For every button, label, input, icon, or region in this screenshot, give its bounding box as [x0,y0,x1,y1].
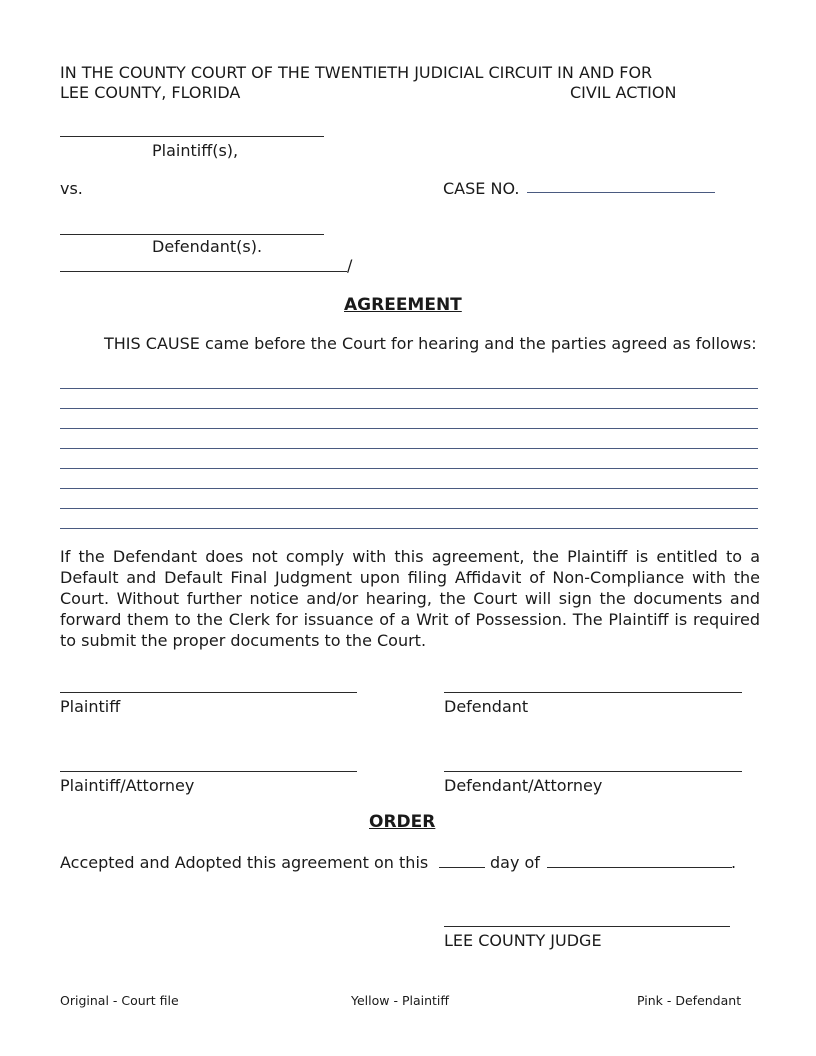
agreement-intro: THIS CAUSE came before the Court for hearing and the parties agreed as follows: [104,334,757,353]
order-title: ORDER [369,812,436,832]
defendant-signature-line[interactable] [444,692,742,693]
accepted-text: Accepted and Adopted this agreement on this [60,853,429,872]
plaintiff-signature-line[interactable] [60,692,357,693]
plaintiff-attorney-signature-line[interactable] [60,771,357,772]
footer-yellow: Yellow - Plaintiff [351,993,449,1008]
agreement-title: AGREEMENT [344,295,462,315]
action-type: CIVIL ACTION [570,83,677,102]
day-field[interactable] [439,867,485,868]
footer-original: Original - Court file [60,993,179,1008]
court-heading: IN THE COUNTY COURT OF THE TWENTIETH JUDICIAL CIRCUIT IN AND FOR [60,63,653,82]
terms-line[interactable] [60,488,758,489]
plaintiff-attorney-label: Plaintiff/Attorney [60,776,195,795]
defendant-signature-label: Defendant [444,697,529,716]
judge-signature-line[interactable] [444,926,730,927]
terms-line[interactable] [60,388,758,389]
month-year-field[interactable] [547,867,732,868]
caption-end-line [60,271,347,272]
case-no-label: CASE NO. [443,179,520,198]
defendant-attorney-signature-line[interactable] [444,771,742,772]
terms-line[interactable] [60,528,758,529]
terms-line[interactable] [60,468,758,469]
order-period: . [731,853,737,872]
terms-line[interactable] [60,448,758,449]
caption-slash: / [347,256,353,275]
footer-pink: Pink - Defendant [637,993,742,1008]
plaintiff-label: Plaintiff(s), [152,141,239,160]
defendant-name-line[interactable] [60,234,324,235]
terms-line[interactable] [60,508,758,509]
compliance-paragraph: If the Defendant does not comply with this agreement, the Plaintiff is entitled to a Default and Default Final Judgment upon filing Affidavit of Non-Compliance with the Court. Without further notice and/or hearing, the Court will sign the documents and forward them to the Clerk for issuance of a Writ of Possession. The Plaintiff is required to submit the proper documents to the Court. [60,547,760,650]
plaintiff-signature-label: Plaintiff [60,697,121,716]
judge-label: LEE COUNTY JUDGE [444,931,602,950]
case-no-field[interactable] [527,192,715,193]
vs-label: vs. [60,179,83,198]
day-of-label: day of [490,853,540,872]
terms-line[interactable] [60,428,758,429]
defendant-label: Defendant(s). [152,237,263,256]
plaintiff-name-line[interactable] [60,136,324,137]
county-heading: LEE COUNTY, FLORIDA [60,83,241,102]
terms-line[interactable] [60,408,758,409]
defendant-attorney-label: Defendant/Attorney [444,776,603,795]
